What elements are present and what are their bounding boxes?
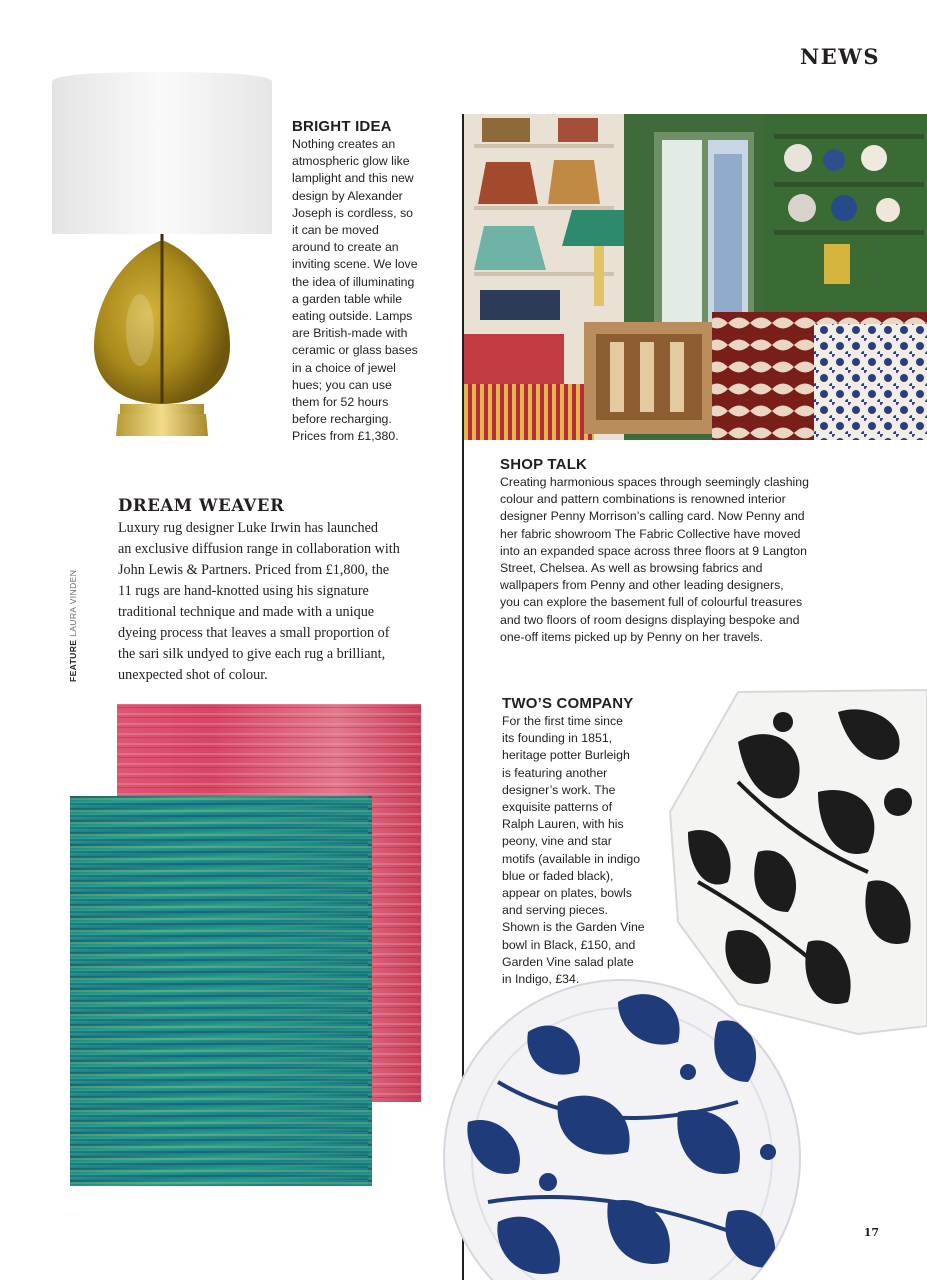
body-line: For the first time since <box>502 714 623 728</box>
body-line: Shown is the Garden Vine <box>502 920 645 935</box>
bright-idea-body <box>292 136 432 446</box>
body-line: peony, vine and star <box>502 834 612 849</box>
credit-name: LAURA VINDEN <box>68 569 78 637</box>
twos-company-heading: TWO’S COMPANY <box>502 695 634 712</box>
body-line: wallpapers from Penny and other leading designers, <box>500 578 784 593</box>
body-line: ceramic or glass bases <box>292 343 418 358</box>
body-line: lamplight and this new <box>292 171 414 186</box>
body-line: motifs (available in indigo <box>502 851 641 866</box>
body-line: Prices from £1,380. <box>292 429 399 444</box>
body-line: John Lewis & Partners. Priced from £1,800, the <box>118 562 390 578</box>
body-line: Luxury rug designer Luke Irwin has launched <box>118 520 379 536</box>
body-line: Garden Vine salad plate <box>502 954 634 969</box>
rugs-photo <box>68 700 426 1190</box>
article-shop-talk <box>500 456 830 646</box>
body-line: are British-made with <box>292 326 408 341</box>
body-line: them for 52 hours <box>292 395 389 410</box>
body-line: blue or faded black), <box>502 868 614 883</box>
dream-weaver-heading: DREAM WEAVER <box>118 496 285 515</box>
body-line: design by Alexander <box>292 188 403 203</box>
body-line: Joseph is cordless, so <box>292 205 413 220</box>
body-line: eating outside. Lamps <box>292 309 413 324</box>
body-line: one-off items picked up by Penny on her travels. <box>500 629 763 644</box>
body-line: an exclusive diffusion range in collaboration with <box>118 541 400 557</box>
body-line: in Indigo, £34. <box>502 972 580 987</box>
body-line: Street, Chelsea. As well as browsing fabrics and <box>500 561 763 576</box>
body-line: 11 rugs are hand-knotted using his signature <box>118 583 369 599</box>
body-line: Creating harmonious spaces through seemingly clashing <box>500 475 809 489</box>
body-line: designer’s work. The <box>502 782 616 797</box>
body-line: and two floors of room designs displaying bespoke and <box>500 612 800 627</box>
body-line: around to create an <box>292 240 399 255</box>
showroom-photo <box>464 114 927 440</box>
body-line: Nothing creates an <box>292 137 396 151</box>
article-bright-idea <box>292 118 432 446</box>
body-line: designer Penny Morrison’s calling card. Now Penny and <box>500 509 805 524</box>
body-line: you can explore the basement full of colourful treasures <box>500 595 803 610</box>
body-line: hues; you can use <box>292 377 392 392</box>
body-line: it can be moved <box>292 223 379 238</box>
body-line: is featuring another <box>502 765 608 780</box>
article-twos-company <box>502 695 654 988</box>
body-line: colour and pattern combinations is renowned interior <box>500 492 786 507</box>
body-line: bowl in Black, £150, and <box>502 937 636 952</box>
shop-talk-heading: SHOP TALK <box>500 456 588 473</box>
dream-weaver-body <box>118 518 428 686</box>
body-line: before recharging. <box>292 412 392 427</box>
photo-credit <box>68 570 78 682</box>
body-line: and serving pieces. <box>502 903 608 918</box>
credit-role: FEATURE <box>68 639 78 682</box>
body-line: exquisite patterns of <box>502 800 613 815</box>
section-label: NEWS <box>800 44 880 69</box>
body-line: its founding in 1851, <box>502 731 613 746</box>
body-line: dyeing process that leaves a small proportion of <box>118 625 390 641</box>
twos-company-body <box>502 713 654 988</box>
body-line: Ralph Lauren, with his <box>502 817 624 832</box>
bright-idea-heading: BRIGHT IDEA <box>292 118 392 135</box>
body-line: heritage potter Burleigh <box>502 748 630 763</box>
body-line: atmospheric glow like <box>292 154 410 169</box>
shop-talk-body <box>500 474 830 646</box>
body-line: her fabric showroom The Fabric Collective have moved <box>500 526 801 541</box>
page-number: 17 <box>863 1226 879 1239</box>
body-line: the sari silk undyed to give each rug a brilliant, <box>118 646 386 662</box>
body-line: inviting scene. We love <box>292 257 418 272</box>
body-line: the idea of illuminating <box>292 274 415 289</box>
body-line: a garden table while <box>292 291 403 306</box>
body-line: unexpected shot of colour. <box>118 667 268 683</box>
body-line: traditional technique and made with a unique <box>118 604 375 620</box>
body-line: in a choice of jewel <box>292 360 396 375</box>
body-line: into an expanded space across three floors at 9 Langton <box>500 543 807 558</box>
article-dream-weaver <box>118 496 428 686</box>
body-line: appear on plates, bowls <box>502 886 632 901</box>
lamp-photo <box>48 68 278 443</box>
